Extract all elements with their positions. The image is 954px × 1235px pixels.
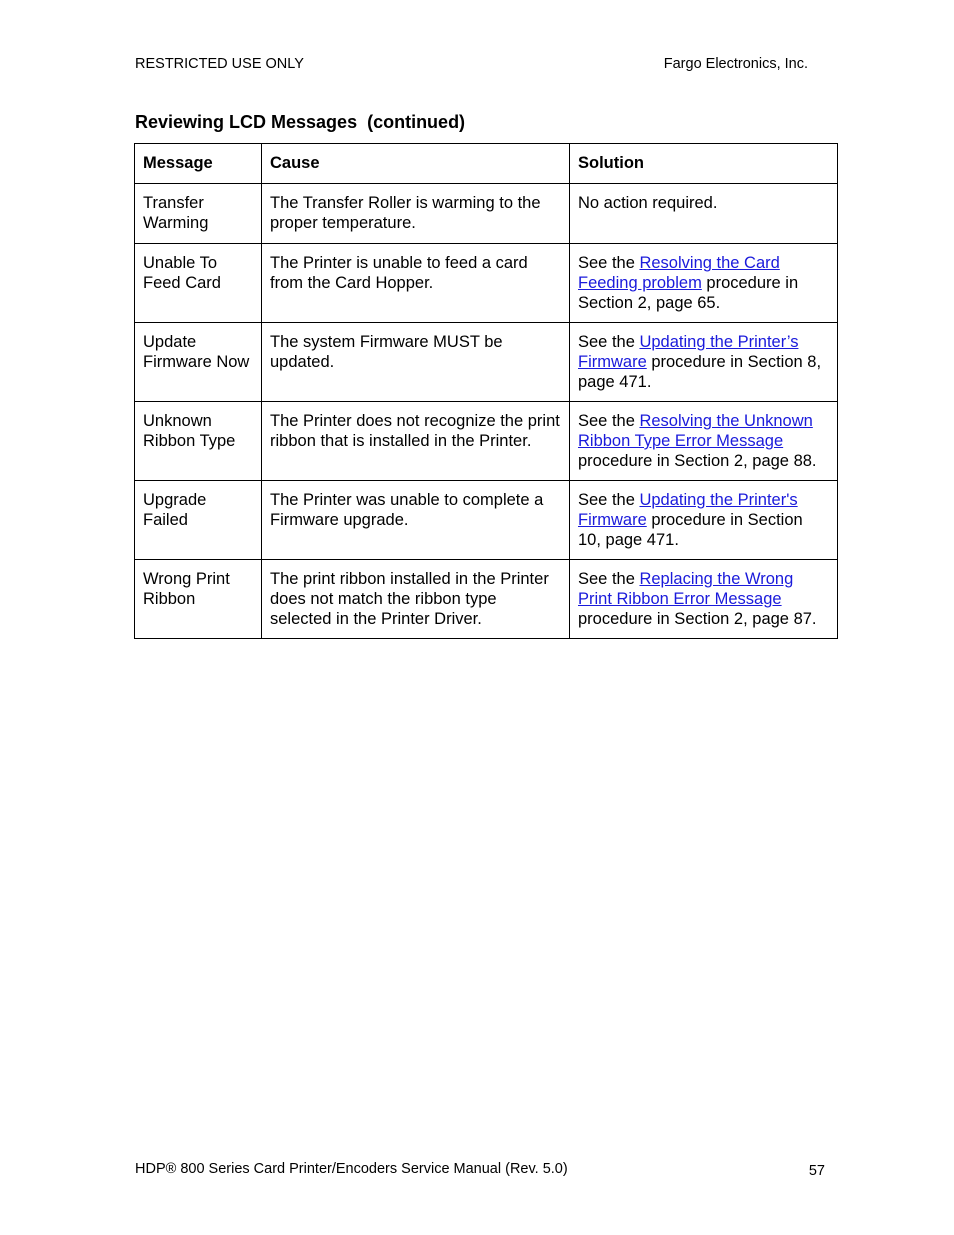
header-company-name: Fargo Electronics, Inc. [663, 56, 808, 72]
solution-text: procedure in Section 8, page 471. [578, 353, 822, 391]
solution-text: See the [578, 491, 640, 509]
table-header-row [135, 144, 838, 184]
solution-text: procedure in Section 2, page 88. [578, 452, 817, 470]
solution-cell [570, 323, 838, 402]
table-row [135, 560, 838, 639]
cause-cell: The Printer was unable to complete a Firmware upgrade. [262, 481, 570, 560]
header-restricted-label: RESTRICTED USE ONLY [135, 56, 304, 72]
message-cell: Unknown Ribbon Type [135, 402, 262, 481]
page-number: 57 [808, 1163, 825, 1179]
solution-text: See the [578, 412, 640, 430]
message-cell: Transfer Warming [135, 184, 262, 244]
footer-manual-title: HDP® 800 Series Card Printer/Encoders Service Manual (Rev. 5.0) [135, 1161, 568, 1177]
solution-cell [570, 184, 838, 244]
solution-cell [570, 560, 838, 639]
message-cell: Wrong Print Ribbon [135, 560, 262, 639]
cause-cell: The Transfer Roller is warming to the proper temperature. [262, 184, 570, 244]
updating-firmware-link[interactable]: Updating the Printer's Firmware [578, 491, 798, 529]
resolving-card-feeding-link[interactable]: Resolving the Card Feeding problem [578, 254, 780, 292]
table-row [135, 323, 838, 402]
table-row [135, 402, 838, 481]
lcd-messages-table [134, 143, 838, 639]
cause-cell: The Printer does not recognize the print ribbon that is installed in the Printer. [262, 402, 570, 481]
message-cell: Unable To Feed Card [135, 244, 262, 323]
solution-text: procedure in Section 10, page 471. [578, 511, 803, 549]
solution-text: See the [578, 570, 640, 588]
column-header-message: Message [135, 144, 262, 184]
solution-cell [570, 481, 838, 560]
cause-cell: The Printer is unable to feed a card from the Card Hopper. [262, 244, 570, 323]
section-title: Reviewing LCD Messages (continued) [135, 112, 466, 132]
column-header-cause: Cause [262, 144, 570, 184]
cause-cell: The print ribbon installed in the Printer does not match the ribbon type selected in the Printer Driver. [262, 560, 570, 639]
solution-text: See the [578, 333, 640, 351]
solution-text: No action required. [578, 194, 718, 212]
solution-text: procedure in Section 2, page 65. [578, 274, 799, 312]
replacing-wrong-ribbon-link[interactable]: Replacing the Wrong Print Ribbon Error Message [578, 570, 794, 608]
resolving-unknown-ribbon-link[interactable]: Resolving the Unknown Ribbon Type Error Message [578, 412, 813, 450]
solution-text: procedure in Section 2, page 87. [578, 610, 817, 628]
cause-cell: The system Firmware MUST be updated. [262, 323, 570, 402]
message-cell: Update Firmware Now [135, 323, 262, 402]
table-row [135, 481, 838, 560]
updating-firmware-link[interactable]: Updating the Printer’s Firmware [578, 333, 799, 371]
column-header-solution: Solution [570, 144, 838, 184]
table-row [135, 184, 838, 244]
message-cell: Upgrade Failed [135, 481, 262, 560]
solution-text: See the [578, 254, 640, 272]
solution-cell [570, 402, 838, 481]
table-row [135, 244, 838, 323]
solution-cell [570, 244, 838, 323]
